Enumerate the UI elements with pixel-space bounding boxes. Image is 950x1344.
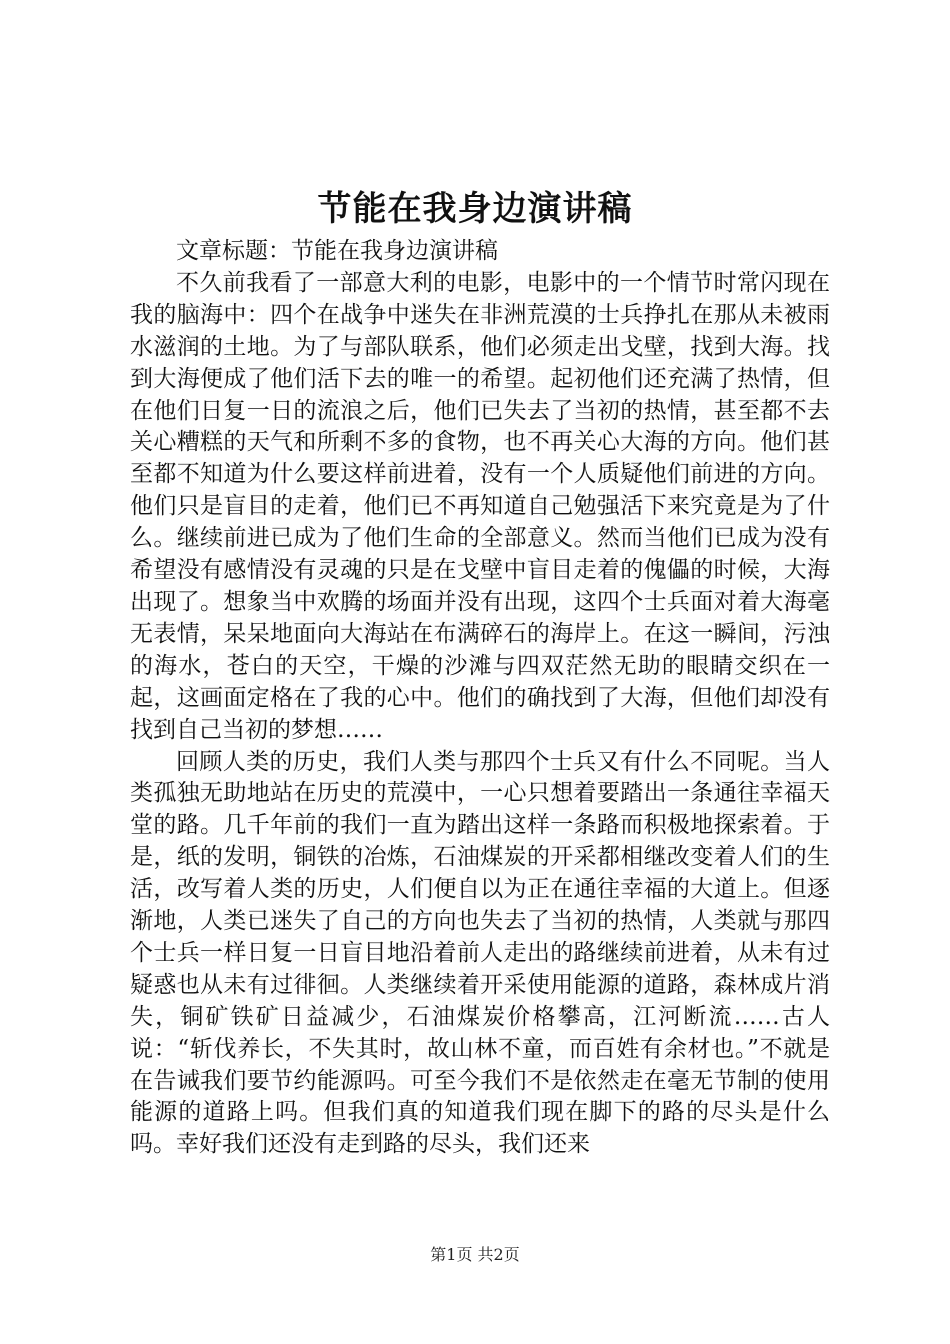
- body-paragraph-1: 不久前我看了一部意大利的电影，电影中的一个情节时常闪现在我的脑海中：四个在战争中迷失在非洲荒漠的士兵挣扎在那从未被雨水滋润的土地。为了与部队联系，他们必须走出戈壁，找到大海。找到大海便成了他们活下去的唯一的希望。起初他们还充满了热情，但在他们日复一日的流浪之后，他们已失去了当初的热情，甚至都不去关心糟糕的天气和所剩不多的食物，也不再关心大海的方向。他们甚至都不知道为什么要这样前进着，没有一个人质疑他们前进的方向。他们只是盲目的走着，他们已不再知道自己勉强活下来究竟是为了什么。继续前进已成为了他们生命的全部意义。然而当他们已成为没有希望没有感情没有灵魂的只是在戈壁中盲目走着的傀儡的时候，大海出现了。想象当中欢腾的场面并没有出现，这四个士兵面对着大海毫无表情，呆呆地面向大海站在布满碎石的海岸上。在这一瞬间，污浊的海水，苍白的天空，干燥的沙滩与四双茫然无助的眼睛交织在一起，这画面定格在了我的心中。他们的确找到了大海，但他们却没有找到自己当初的梦想……: [130, 269, 830, 743]
- document-title: 节能在我身边演讲稿: [317, 189, 633, 229]
- page-number-footer: 第1页 共2页: [430, 1245, 520, 1264]
- body-paragraph-2: 回顾人类的历史，我们人类与那四个士兵又有什么不同呢。当人类孤独无助地站在历史的荒漠中，一心只想着要踏出一条通往幸福天堂的路。几千年前的我们一直为踏出这样一条路而积极地探索着。于是，纸的发明，铜铁的冶炼，石油煤炭的开采都相继改变着人们的生活，改写着人类的历史，人们便自以为正在通往幸福的大道上。但逐渐地，人类已迷失了自己的方向也失去了当初的热情，人类就与那四个士兵一样日复一日盲目地沿着前人走出的路继续前进着，从未有过疑惑也从未有过徘徊。人类继续着开采使用能源的道路，森林成片消失，铜矿铁矿日益减少，石油煤炭价格攀高，江河断流……古人说：“斩伐养长，不失其时，故山林不童，而百姓有余材也。”不就是在告诫我们要节约能源吗。可至今我们不是依然走在毫无节制的使用能源的道路上吗。但我们真的知道我们现在脚下的路的尽头是什么吗。幸好我们还没有走到路的尽头，我们还来: [130, 748, 830, 1158]
- article-title-line: 文章标题：节能在我身边演讲稿: [176, 238, 498, 264]
- document-body: [130, 236, 830, 1161]
